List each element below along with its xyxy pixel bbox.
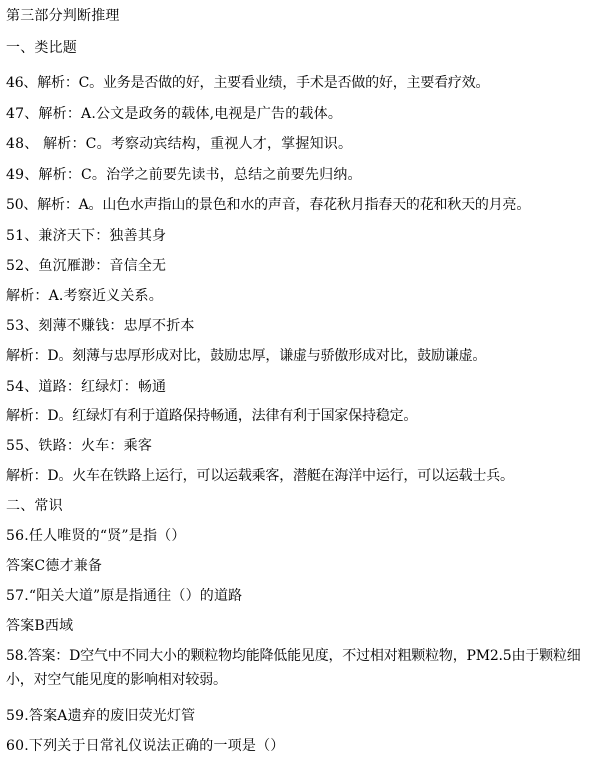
answer-line-59: 59.答案A遗弃的废旧荧光灯管 <box>6 708 196 724</box>
question-line-52: 52、鱼沉雁渺：音信全无 <box>6 258 167 274</box>
answer-line-57: 答案B西域 <box>6 618 74 634</box>
analysis-line-53: 解析：D。刻薄与忠厚形成对比，鼓励忠厚，谦虚与骄傲形成对比，鼓励谦虚。 <box>6 348 487 364</box>
answer-line-47: 47、解析：A.公文是政务的载体,电视是广告的载体。 <box>6 106 343 122</box>
question-line-51: 51、兼济天下：独善其身 <box>6 228 167 244</box>
question-line-54: 54、道路：红绿灯：畅通 <box>6 379 167 395</box>
subsection-heading: 二、常识 <box>6 498 63 514</box>
question-line-57: 57.“阳关大道”原是指通往（）的道路 <box>6 588 243 604</box>
question-line-60: 60.下列关于日常礼仪说法正确的一项是（） <box>6 738 285 754</box>
answer-line-50: 50、解析：A。山色水声指山的景色和水的声音，春花秋月指春天的花和秋天的月亮。 <box>6 197 531 213</box>
section-title: 第三部分判断推理 <box>6 8 120 24</box>
analysis-line-55: 解析：D。火车在铁路上运行，可以运载乘客，潜艇在海洋中运行，可以运载士兵。 <box>6 468 514 484</box>
analysis-line-54: 解析：D。红绿灯有利于道路保持畅通，法律有利于国家保持稳定。 <box>6 408 418 424</box>
subsection-heading: 一、类比题 <box>6 40 77 56</box>
question-line-56: 56.任人唯贤的“贤”是指（） <box>6 528 186 544</box>
answer-line-56: 答案C德才兼备 <box>6 558 103 574</box>
question-line-55: 55、铁路：火车：乘客 <box>6 438 153 454</box>
answer-line-48: 48、 解析：C。考察动宾结构，重视人才，掌握知识。 <box>6 136 353 152</box>
answer-line-58: 58.答案：D空气中不同大小的颗粒物均能降低能见度，不过相对粗颗粒物，PM2.5由于颗粒细小，对空气能见度的影响相对较弱。 <box>6 648 581 688</box>
answer-line-49: 49、解析：C。治学之前要先读书，总结之前要先归纳。 <box>6 167 362 183</box>
analysis-line-52: 解析：A.考察近义关系。 <box>6 288 163 304</box>
answer-line-46: 46、解析：C。业务是否做的好，主要看业绩，手术是否做的好，主要看疗效。 <box>6 75 490 91</box>
question-line-53: 53、刻薄不赚钱：忠厚不折本 <box>6 318 195 334</box>
